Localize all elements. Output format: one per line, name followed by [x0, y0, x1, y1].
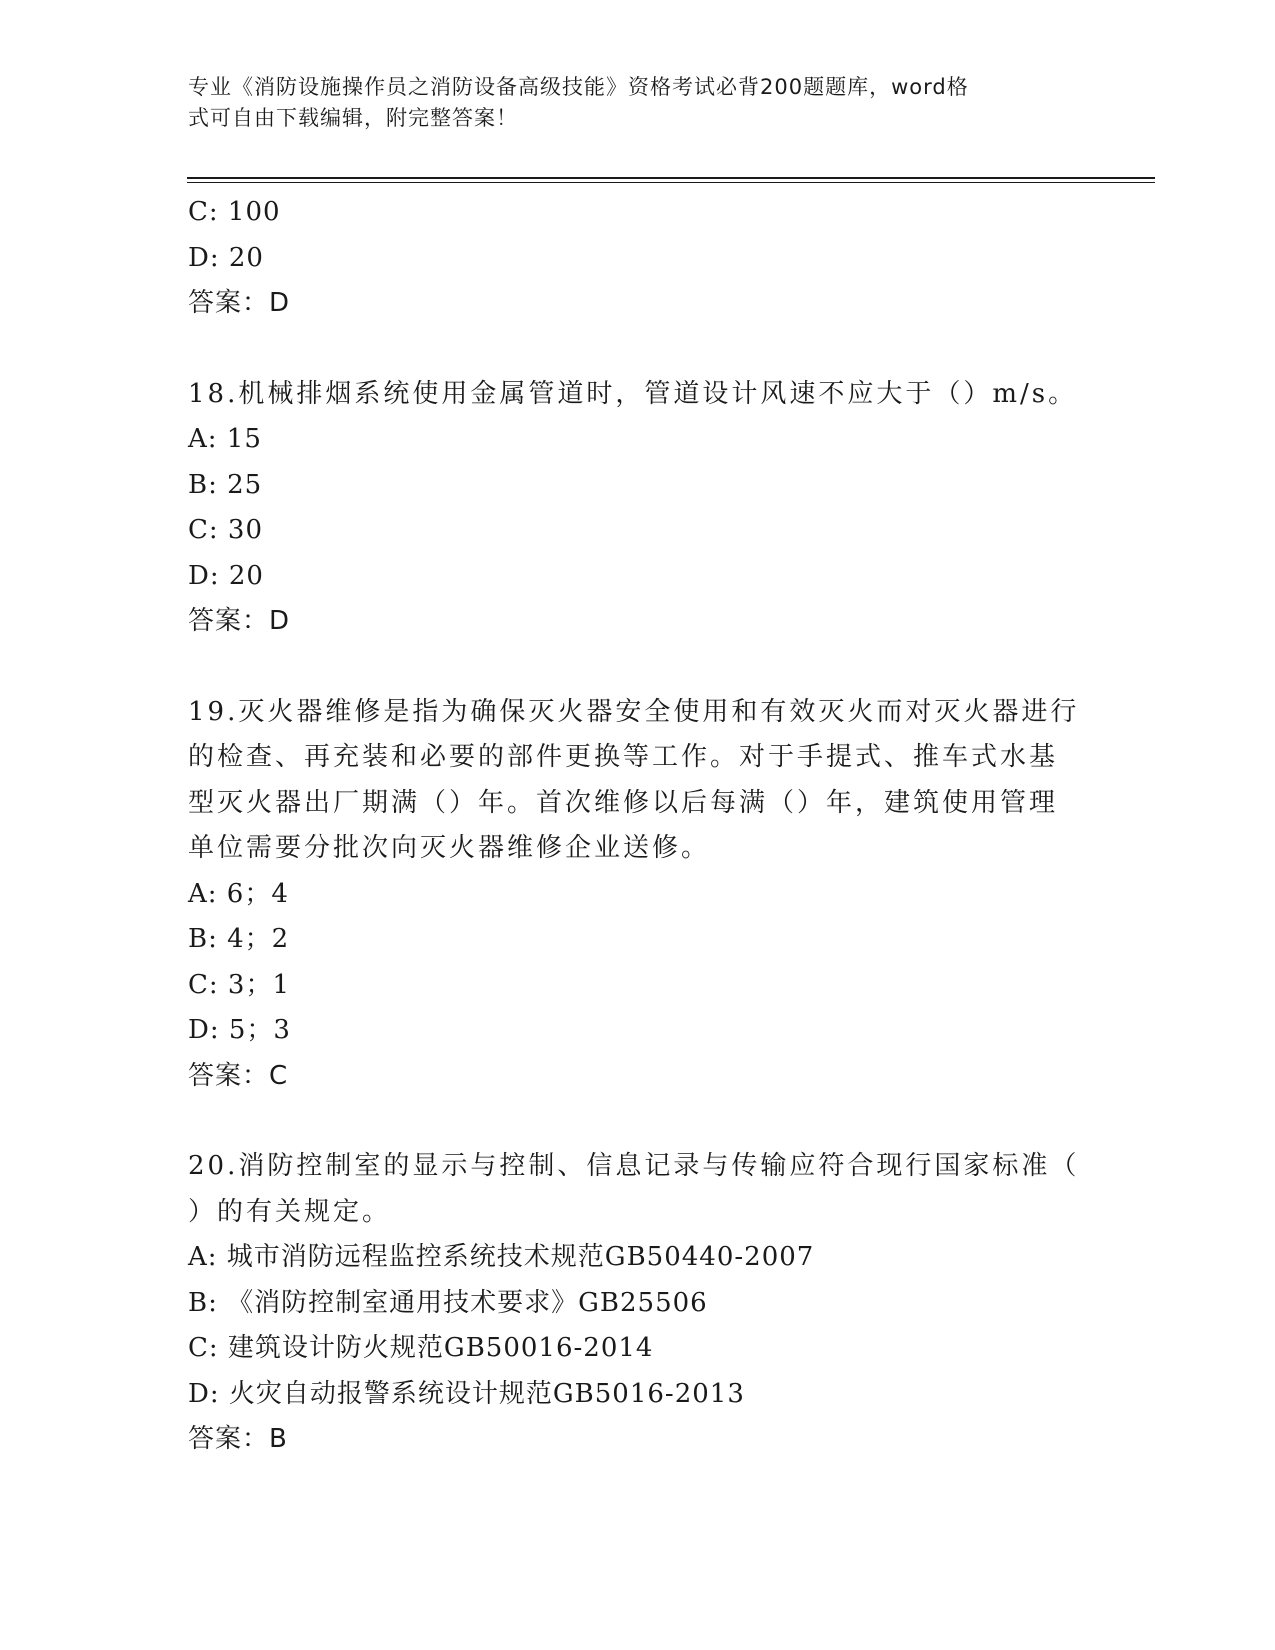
header-divider: [187, 177, 1155, 179]
document-body: [188, 190, 1078, 1463]
stem-line: ）的有关规定。: [188, 1196, 392, 1227]
option-d: D: 20: [188, 560, 264, 591]
stem-line: 的检查、再充装和必要的部件更换等工作。对于手提式、推车式水基: [188, 742, 1059, 772]
question-18: [188, 372, 1078, 645]
option-d: D: 20: [188, 242, 264, 273]
question-stem: [188, 690, 1078, 872]
option-c: C: 100: [188, 197, 281, 227]
option-a: A: 城市消防远程监控系统技术规范GB50440-2007: [188, 1242, 815, 1272]
option-d: D: 5；3: [188, 1015, 291, 1045]
answer-line: 答案：C: [188, 1060, 289, 1091]
option-b: B: 25: [188, 469, 263, 500]
option-b: B: 4；2: [188, 924, 290, 954]
question-19: [188, 690, 1078, 1100]
option-d: D: 火灾自动报警系统设计规范GB5016-2013: [188, 1378, 745, 1409]
question-stem: [188, 1144, 1078, 1235]
answer-line: 答案：D: [188, 288, 291, 318]
header-divider-thin: [187, 182, 1155, 183]
stem-line: 18.机械排烟系统使用金属管道时，管道设计风速不应大于（）m/s。: [188, 378, 1078, 409]
stem-line: 单位需要分批次向灭火器维修企业送修。: [188, 833, 711, 863]
previous-question-tail: [188, 190, 1078, 327]
page-header: [188, 72, 1068, 134]
header-line-2: 式可自由下载编辑，附完整答案！: [188, 106, 518, 130]
stem-line: 20.消防控制室的显示与控制、信息记录与传输应符合现行国家标准（: [188, 1151, 1080, 1181]
stem-line: 19.灭火器维修是指为确保灭火器安全使用和有效灭火而对灭火器进行: [188, 696, 1080, 727]
option-c: C: 3；1: [188, 969, 291, 1000]
option-a: A: 6；4: [188, 878, 289, 909]
stem-line: 型灭火器出厂期满（）年。首次维修以后每满（）年，建筑使用管理: [188, 787, 1059, 818]
question-stem: [188, 372, 1078, 418]
answer-line: 答案：B: [188, 1424, 288, 1454]
option-c: C: 30: [188, 515, 264, 545]
option-b: B: 《消防控制室通用技术要求》GB25506: [188, 1287, 708, 1318]
option-a: A: 15: [188, 424, 262, 454]
header-line-1: 专业《消防设施操作员之消防设备高级技能》资格考试必背200题题库，word格: [188, 75, 969, 99]
option-c: C: 建筑设计防火规范GB50016-2014: [188, 1333, 654, 1363]
answer-line: 答案：D: [188, 606, 291, 636]
question-20: [188, 1144, 1078, 1463]
